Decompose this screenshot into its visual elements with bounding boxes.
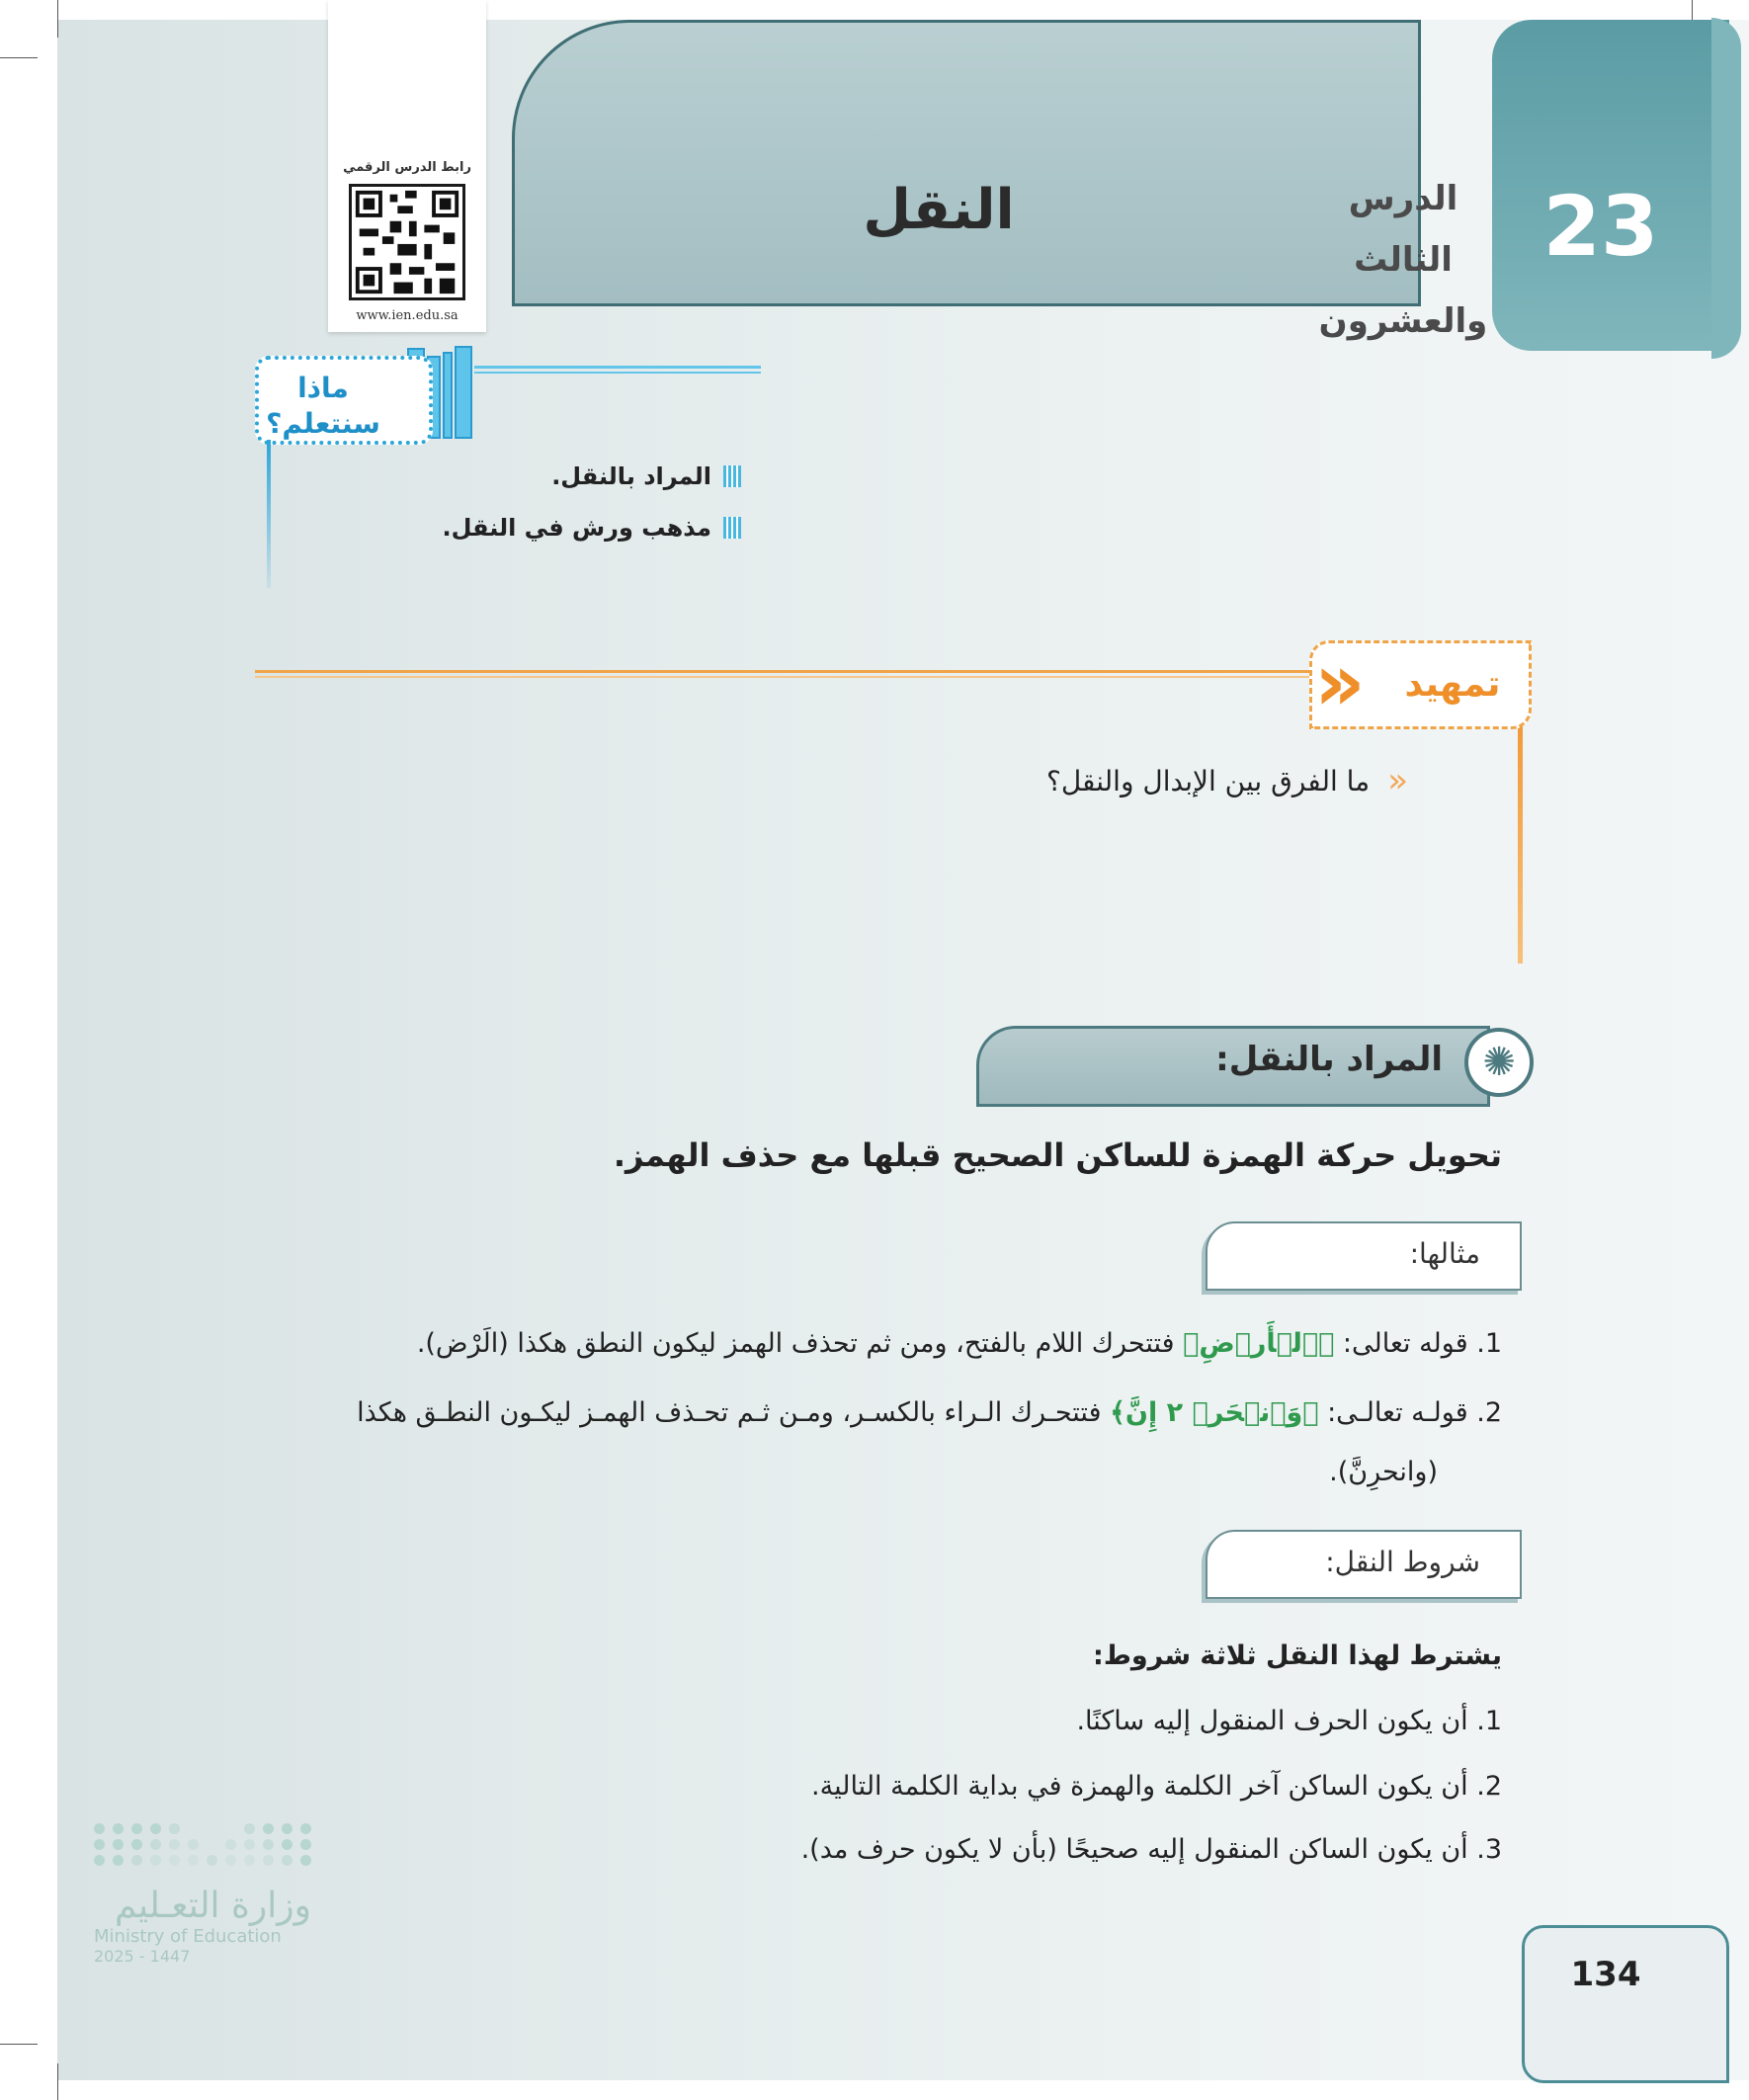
intro-divider: [255, 676, 1312, 678]
learn-item-text: المراد بالنقل.: [551, 462, 711, 490]
example-continuation: (وانحرِنَّ).: [1329, 1457, 1438, 1487]
learn-vertical-line: [267, 440, 271, 588]
ministry-logo-dots: [94, 1823, 311, 1866]
learn-item: [551, 462, 741, 490]
intro-label: تمهيد: [1404, 664, 1501, 705]
condition-item: 3. أن يكون الساكن المنقول إليه صحيحًا (بأن لا يكون حرف مد).: [800, 1834, 1502, 1865]
bullet-icon: [723, 517, 741, 539]
page-number-box: [1522, 1925, 1729, 2083]
intro-question: [1046, 761, 1408, 800]
intro-vertical-line: [1518, 726, 1523, 964]
bullet-icon: [723, 465, 741, 487]
condition-item: 1. أن يكون الحرف المنقول إليه ساكنًا.: [1076, 1706, 1502, 1736]
lesson-title: النقل: [863, 178, 1015, 242]
lesson-label-line2: والعشرون: [1318, 301, 1488, 341]
learn-divider: [474, 372, 761, 374]
example-text: فتتحرك اللام بالفتح، ومن ثم تحذف الهمز ليكون النطق هكذا (الَرْض).: [416, 1328, 1175, 1359]
book-icon: [455, 346, 472, 439]
title-banner: [512, 20, 1421, 306]
learn-divider: [474, 366, 761, 369]
qr-url[interactable]: www.ien.edu.sa: [356, 308, 458, 323]
lesson-number: 23: [1542, 178, 1659, 275]
crop-mark: [0, 57, 38, 58]
quran-text: ﴿وَٱنۡحَرۡ ٢ إِنَّ﴾: [1110, 1397, 1319, 1428]
example-text: فتتحـرك الـراء بالكسـر، ومـن ثـم تحـذف الهمـز ليكـون النطـق هكذا: [357, 1397, 1102, 1428]
learn-item-text: مذهب ورش في النقل.: [442, 514, 711, 542]
lesson-label-line1: الدرس الثالث: [1348, 179, 1458, 280]
intro-divider: [255, 670, 1312, 673]
learn-heading-line1: ماذا: [297, 372, 349, 404]
example-number: 2. قولـه تعالـى:: [1327, 1397, 1502, 1428]
example-number: 1. قوله تعالى:: [1342, 1328, 1502, 1359]
ministry-logo: [94, 1823, 311, 1966]
learn-heading-line2: سنتعلم؟: [266, 407, 380, 440]
lesson-label: [1314, 168, 1492, 352]
definition-text: تحويل حركة الهمزة للساكن الصحيح قبلها مع حذف الهمز.: [613, 1136, 1502, 1174]
condition-item: 2. أن يكون الساكن آخر الكلمة والهمزة في بداية الكلمة التالية.: [811, 1771, 1502, 1802]
chevron-left-icon: «: [1387, 761, 1408, 800]
learn-heading: [259, 371, 387, 442]
crop-mark: [57, 0, 58, 38]
example-line: [417, 1328, 1502, 1359]
qr-card[interactable]: [328, 0, 486, 332]
crop-mark: [0, 2044, 38, 2045]
conditions-intro: يشترط لهذا النقل ثلاثة شروط:: [1093, 1640, 1502, 1671]
ministry-year: 2025 - 1447: [94, 1947, 191, 1966]
crop-mark: [57, 2063, 58, 2100]
conditions-heading: شروط النقل:: [1325, 1546, 1480, 1578]
book-icon: [443, 352, 453, 439]
ministry-name-ar: وزارة التعـليم: [115, 1886, 311, 1926]
example-line: [357, 1397, 1502, 1428]
page-number: 134: [1570, 1955, 1641, 1994]
quran-text: ﴿ٱلۡأَرۡضِ﴾: [1183, 1328, 1335, 1359]
section-heading: المراد بالنقل:: [1215, 1040, 1443, 1079]
intro-question-text: ما الفرق بين الإبدال والنقل؟: [1045, 764, 1371, 798]
ministry-name-en: Ministry of Education: [94, 1926, 282, 1947]
examples-heading: مثالها:: [1409, 1237, 1480, 1270]
double-chevron-icon: «: [1314, 636, 1366, 728]
qr-code-icon[interactable]: [349, 184, 465, 300]
qr-label: رابط الدرس الرقمي: [343, 160, 471, 175]
learn-item: [442, 514, 741, 542]
ornament-icon: ✺: [1464, 1028, 1534, 1097]
